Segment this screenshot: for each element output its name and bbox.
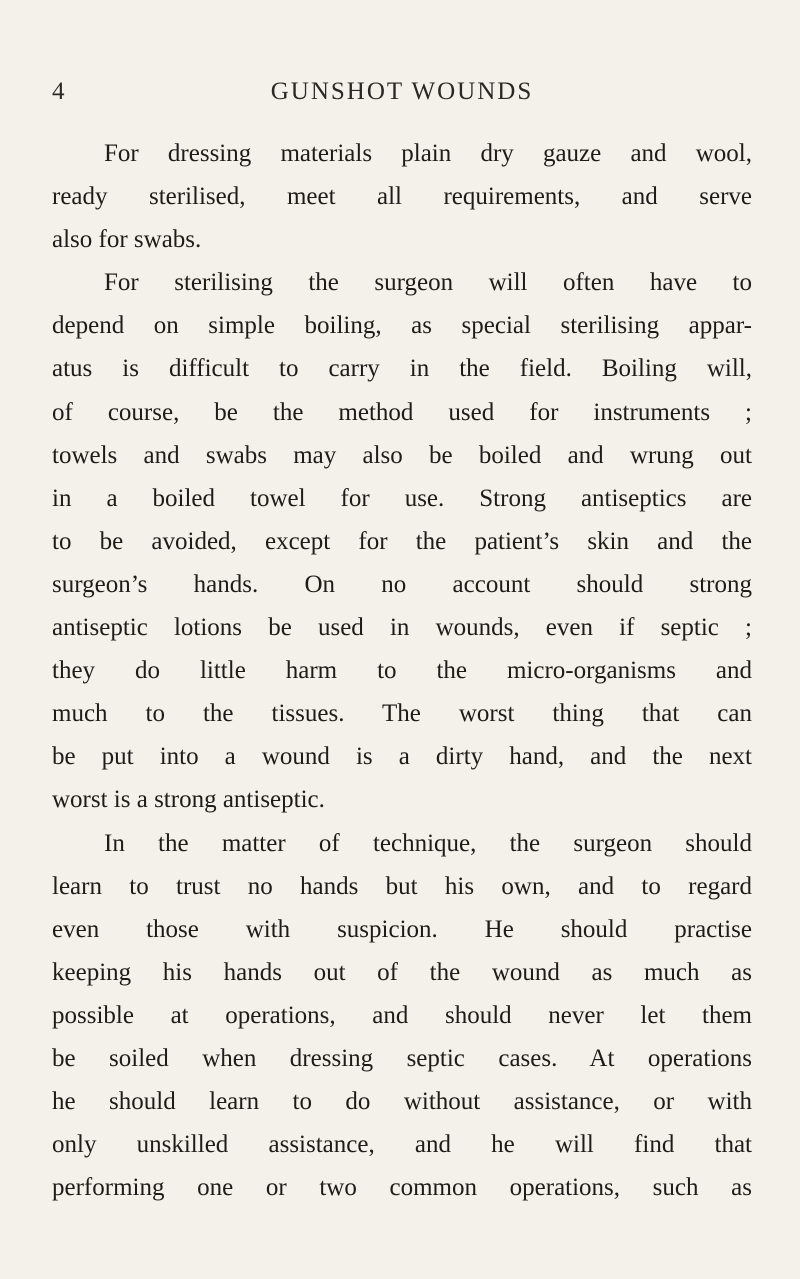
- text-line: worst is a strong antiseptic.: [52, 786, 325, 814]
- text-line: even those with suspicion. He should practise: [52, 915, 752, 943]
- text-line: For sterilising the surgeon will often have to: [104, 269, 752, 297]
- text-line: antiseptic lotions be used in wounds, even if septic ;: [52, 614, 752, 642]
- page-header: [52, 78, 752, 112]
- text-line: also for swabs.: [52, 226, 202, 254]
- text-line: towels and swabs may also be boiled and wrung out: [52, 441, 752, 469]
- text-line: he should learn to do without assistance, or with: [52, 1088, 752, 1116]
- text-line: For dressing materials plain dry gauze and wool,: [104, 140, 752, 167]
- text-line: ready sterilised, meet all requirements, and serve: [52, 183, 752, 211]
- text-line: be soiled when dressing septic cases. At operations: [52, 1044, 752, 1072]
- text-line: atus is difficult to carry in the field. Boiling will,: [52, 355, 752, 383]
- text-line: be put into a wound is a dirty hand, and the next: [52, 743, 752, 771]
- text-line: In the matter of technique, the surgeon should: [104, 829, 752, 857]
- text-line: much to the tissues. The worst thing that can: [52, 700, 752, 728]
- text-line: only unskilled assistance, and he will find that: [52, 1131, 752, 1159]
- text-line: keeping his hands out of the wound as much as: [52, 958, 752, 986]
- body-text: [52, 132, 752, 1209]
- text-line: they do little harm to the micro-organisms and: [52, 657, 752, 685]
- text-line: of course, be the method used for instruments ;: [52, 398, 752, 426]
- text-line: surgeon’s hands. On no account should strong: [52, 570, 752, 598]
- text-line: learn to trust no hands but his own, and to regard: [52, 872, 752, 900]
- text-line: possible at operations, and should never let them: [52, 1001, 752, 1029]
- running-head: GUNSHOT WOUNDS: [270, 78, 534, 105]
- text-line: to be avoided, except for the patient’s skin and the: [52, 527, 752, 555]
- text-line: in a boiled towel for use. Strong antiseptics are: [52, 484, 752, 512]
- page-number: 4: [52, 78, 66, 105]
- text-line: depend on simple boiling, as special sterilising appar-: [52, 312, 752, 340]
- text-line: performing one or two common operations, such as: [52, 1174, 752, 1202]
